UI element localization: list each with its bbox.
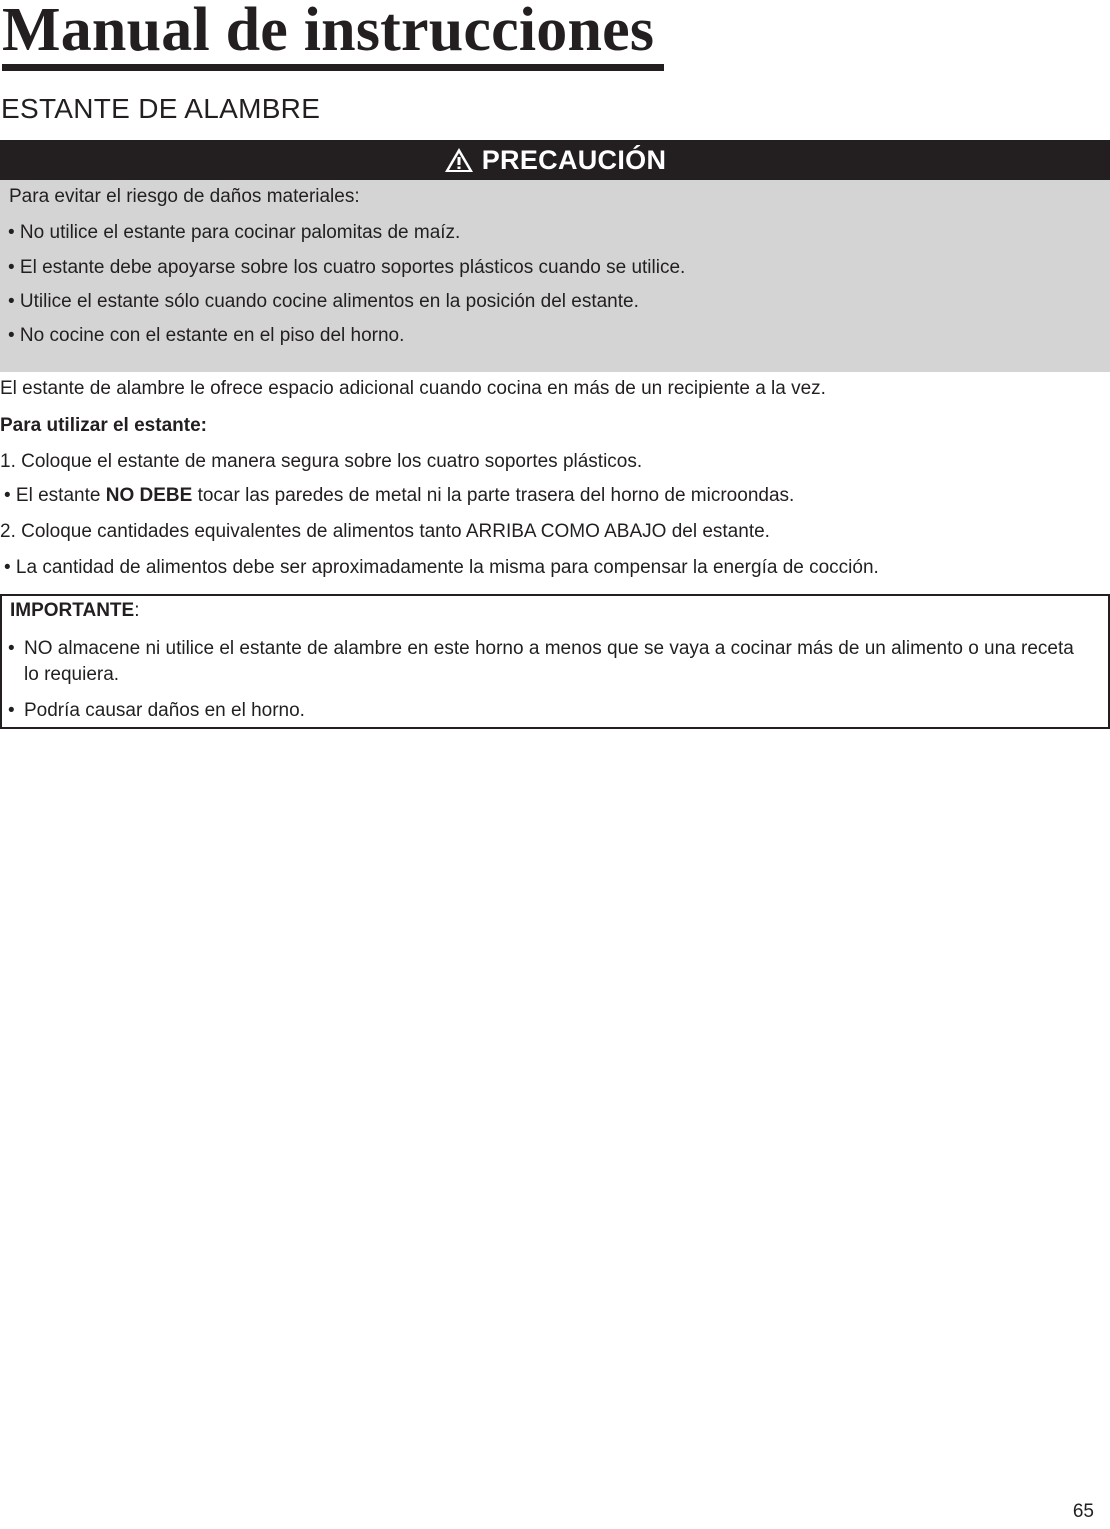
caution-intro: Para evitar el riesgo de daños materiales: — [9, 186, 360, 207]
bullet: • — [8, 638, 15, 659]
important-box — [0, 594, 1110, 729]
important-item-text: Podría causar daños en el horno. — [24, 700, 305, 721]
step-2-note: • La cantidad de alimentos debe ser aproximadamente la misma para compensar la energía de cocción. — [4, 557, 879, 578]
important-item-text: NO almacene ni utilice el estante de alambre en este horno a menos que se vaya a cocinar más de un alimento o una receta lo requiera. — [24, 638, 1074, 685]
section-heading: ESTANTE DE ALAMBRE — [1, 93, 321, 124]
bullet: • — [8, 700, 15, 721]
caution-box — [0, 140, 1110, 372]
step-1-note-suffix: tocar las paredes de metal ni la parte trasera del horno de microondas. — [192, 485, 795, 506]
important-item — [8, 636, 1088, 688]
step-1-note-emphasis: NO DEBE — [105, 485, 193, 506]
step-1: 1. Coloque el estante de manera segura sobre los cuatro soportes plásticos. — [0, 451, 643, 472]
important-label-colon: : — [134, 600, 140, 621]
page-number: 65 — [1072, 1501, 1094, 1522]
rack-intro-text: El estante de alambre le ofrece espacio adicional cuando cocina en más de un recipiente a la vez. — [0, 378, 826, 399]
title-rule — [2, 64, 664, 71]
caution-item: • No utilice el estante para cocinar palomitas de maíz. — [8, 222, 461, 243]
step-1-note — [4, 484, 794, 508]
page-title: Manual de instrucciones — [2, 0, 655, 64]
important-label-text: IMPORTANTE — [10, 600, 135, 621]
caution-header — [0, 140, 1110, 180]
step-2: 2. Coloque cantidades equivalentes de alimentos tanto ARRIBA COMO ABAJO del estante. — [0, 521, 770, 542]
caution-item: • Utilice el estante sólo cuando cocine alimentos en la posición del estante. — [8, 291, 639, 312]
warning-triangle-icon — [444, 147, 474, 173]
usage-subheading: Para utilizar el estante: — [0, 415, 207, 436]
step-1-note-prefix: • El estante — [4, 485, 106, 506]
important-item — [8, 698, 1088, 724]
important-label — [10, 599, 139, 623]
caution-item: • No cocine con el estante en el piso del horno. — [8, 325, 405, 346]
caution-title: PRECAUCIÓN — [481, 145, 667, 175]
caution-item: • El estante debe apoyarse sobre los cuatro soportes plásticos cuando se utilice. — [8, 257, 686, 278]
